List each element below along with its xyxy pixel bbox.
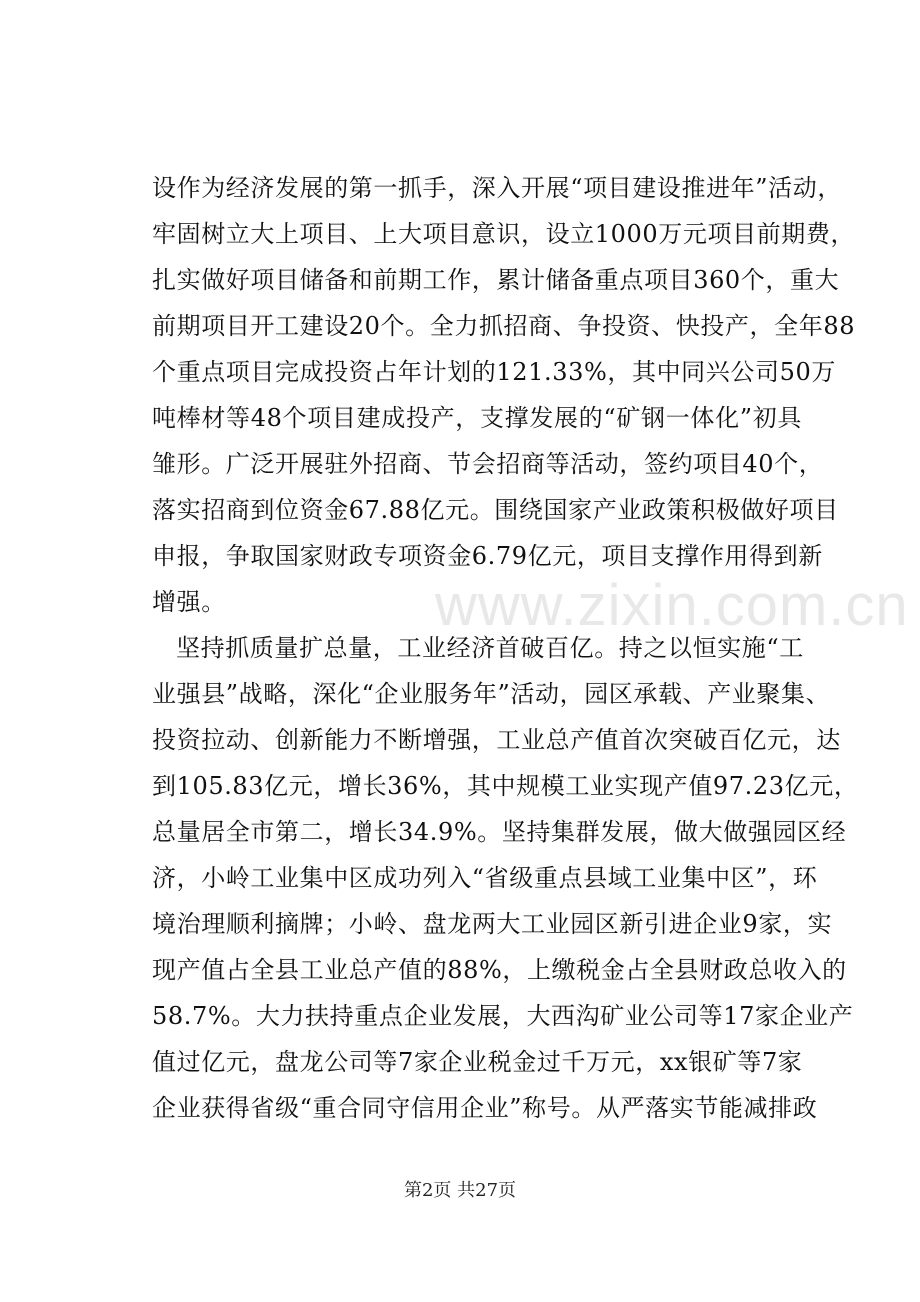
text-line: 坚持抓质量扩总量，工业经济首破百亿。持之以恒实施“工 bbox=[176, 634, 804, 662]
text-line: 增强。 bbox=[152, 588, 226, 616]
text-line: 业强县”战略，深化“企业服务年”活动，园区承载、产业聚集、 bbox=[152, 680, 831, 708]
text-line: 投资拉动、创新能力不断增强，工业总产值首次突破百亿元，达 bbox=[152, 726, 841, 754]
watermark: www.zixin.com.cn bbox=[435, 573, 909, 638]
text-line: 设作为经济发展的第一抓手，深入开展“项目建设推进年”活动， bbox=[152, 174, 842, 202]
text-line: 申报，争取国家财政专项资金6.79亿元，项目支撑作用得到新 bbox=[152, 542, 823, 570]
text-line: 企业获得省级“重合同守信用企业”称号。从严落实节能减排政 bbox=[152, 1094, 818, 1122]
text-line: 58.7%。大力扶持重点企业发展，大西沟矿业公司等17家企业产 bbox=[152, 1002, 854, 1030]
text-line: 雏形。广泛开展驻外招商、节会招商等活动，签约项目40个， bbox=[152, 450, 824, 478]
text-line: 现产值占全县工业总产值的88%，上缴税金占全县财政总收入的 bbox=[152, 956, 847, 984]
text-line: 牢固树立大上项目、上大项目意识，设立1000万元项目前期费， bbox=[152, 220, 856, 248]
text-line: 济，小岭工业集中区成功列入“省级重点县域工业集中区”，环 bbox=[152, 864, 818, 892]
text-line: 前期项目开工建设20个。全力抓招商、争投资、快投产，全年88 bbox=[152, 312, 856, 340]
page-number-footer: 第2页 共27页 bbox=[403, 1180, 517, 1201]
text-line: 到105.83亿元，增长36%，其中规模工业实现产值97.23亿元， bbox=[152, 772, 859, 800]
text-line: 值过亿元，盘龙公司等7家企业税金过千万元，xx银矿等7家 bbox=[152, 1048, 803, 1076]
text-line: 扎实做好项目储备和前期工作，累计储备重点项目360个，重大 bbox=[152, 266, 840, 294]
text-line: 落实招商到位资金67.88亿元。围绕国家产业政策积极做好项目 bbox=[152, 496, 839, 524]
text-line: 总量居全市第二，增长34.9%。坚持集群发展，做大做强园区经 bbox=[152, 818, 847, 846]
text-line: 个重点项目完成投资占年计划的121.33%，其中同兴公司50万 bbox=[152, 358, 836, 386]
text-line: 境治理顺利摘牌；小岭、盘龙两大工业园区新引进企业9家，实 bbox=[152, 910, 833, 938]
text-line: 吨棒材等48个项目建成投产，支撑发展的“矿钢一体化”初具 bbox=[152, 404, 802, 432]
